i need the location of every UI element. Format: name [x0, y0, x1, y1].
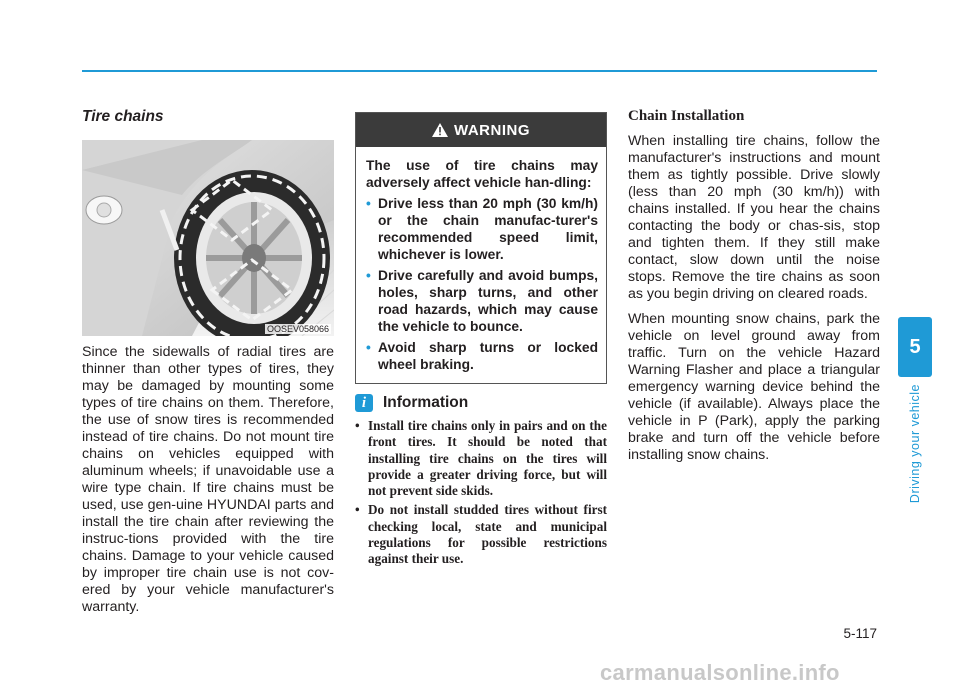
tire-chain-photo [82, 140, 334, 336]
header-rule [82, 70, 877, 72]
information-item: • Do not install studded tires without first checking local, state and municipal regulations for possible restrictions against their use. [355, 502, 607, 567]
information-item: • Install tire chains only in pairs and on the front tires. It should be noted that installing tire chains on the tires will provide a greater driving force, but will not prevent side skids. [355, 418, 607, 499]
chapter-label [898, 384, 932, 504]
information-heading [355, 394, 607, 412]
warning-item: • Drive carefully and avoid bumps, holes, sharp turns, and other road hazards, which may cause the vehicle to bounce. [366, 267, 598, 335]
warning-box [355, 112, 607, 384]
image-caption: OOSEV058066 [266, 324, 329, 334]
left-column [82, 108, 334, 616]
warning-item: • Drive less than 20 mph (30 km/h) or the chain manufac-turer's recommended speed limit, whichever is lower. [366, 195, 598, 263]
warning-body [356, 147, 606, 383]
warning-title: WARNING [454, 121, 530, 139]
information-list [355, 418, 607, 568]
warning-list [366, 195, 598, 373]
chapter-label-text: Driving your vehicle [908, 384, 922, 504]
information-title: Information [383, 394, 469, 411]
warning-triangle-icon [432, 123, 448, 137]
section-title-tire-chains: Tire chains [82, 108, 164, 125]
info-icon: i [355, 394, 373, 412]
page-number: 5-117 [843, 626, 877, 641]
warning-intro: The use of tire chains may adversely affect vehicle han-dling: [366, 158, 598, 190]
tire-chain-illustration [82, 140, 334, 336]
chapter-tab[interactable]: 5 [898, 317, 932, 377]
warning-header [356, 113, 606, 147]
tire-chains-body: Since the sidewalls of radial tires are thinner than other types of tires, they may be damaged by mounting some types of tire chains on them. Therefore, the use of snow tires is recommended instead of tire chains. Do not mount tire chains on vehicles equipped with aluminum wheels; if unavoidable use a wire type chain. If tire chains must be used, use gen-uine HYUNDAI parts and install the tire chain after reviewing the instruc-tions provided with the tire chains. Damage to your vehicle caused by improper tire chain use is not cov-ered by your vehicle manufacturer's warranty. [82, 344, 334, 615]
right-column [628, 108, 880, 464]
section-title-chain-installation: Chain Installation [628, 108, 745, 124]
warning-item: • Avoid sharp turns or locked wheel braking. [366, 339, 598, 373]
chain-installation-paragraph: When installing tire chains, follow the manufacturer's instructions and mount them as tightly possible. Drive slowly (less than 20 mph (30 km/h)) with chains installed. If you hear the chains contacting the body or chas-sis, stop and tighten them. If they still make contact, slow down until the noise stops. Remove the tire chains as soon as you begin driving on cleared roads. [628, 133, 880, 302]
watermark: carmanualsonline.info [600, 660, 840, 685]
chain-installation-paragraph: When mounting snow chains, park the vehicle on level ground away from traffic. Turn on the vehicle Hazard Warning Flasher and place a triangular emergency warning device behind the vehicle (if available). Always place the vehicle in P (Park), apply the parking brake and turn off the vehicle before installing snow chains. [628, 311, 880, 463]
middle-column [355, 112, 607, 568]
